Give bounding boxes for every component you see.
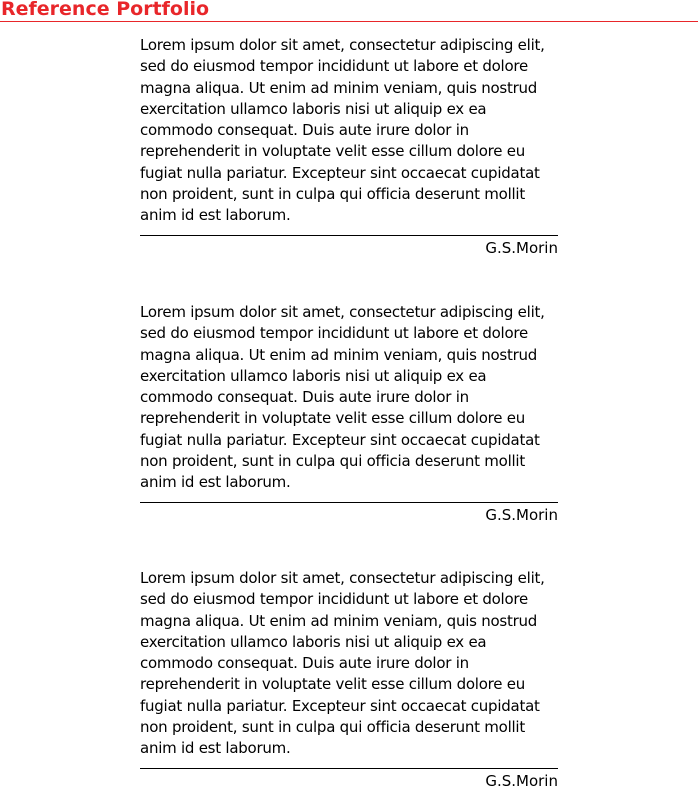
reference-divider: [140, 768, 558, 769]
reference-entry: [140, 568, 558, 790]
reference-entry: [140, 35, 558, 257]
reference-divider: [140, 502, 558, 503]
reference-quote: Lorem ipsum dolor sit amet, consectetur adipiscing elit, sed do eiusmod tempor incididunt ut labore et dolore magna aliqua. Ut enim ad minim veniam, quis nostrud exercitation ullamco laboris nisi ut aliquip ex ea commodo consequat. Duis aute irure dolor in reprehenderit in voluptate velit esse cillum dolore eu fugiat nulla pariatur. Excepteur sint occaecat cupidatat non proident, sunt in culpa qui officia deserunt mollit anim id est laborum.: [140, 303, 545, 492]
reference-author: G.S.Morin: [485, 506, 558, 524]
reference-entry: [140, 302, 558, 524]
reference-author: G.S.Morin: [485, 772, 558, 790]
page-header: [0, 0, 698, 22]
reference-quote: Lorem ipsum dolor sit amet, consectetur adipiscing elit, sed do eiusmod tempor incididunt ut labore et dolore magna aliqua. Ut enim ad minim veniam, quis nostrud exercitation ullamco laboris nisi ut aliquip ex ea commodo consequat. Duis aute irure dolor in reprehenderit in voluptate velit esse cillum dolore eu fugiat nulla pariatur. Excepteur sint occaecat cupidatat non proident, sunt in culpa qui officia deserunt mollit anim id est laborum.: [140, 569, 545, 758]
reference-divider: [140, 235, 558, 236]
page-title: Reference Portfolio: [1, 0, 210, 20]
reference-quote: Lorem ipsum dolor sit amet, consectetur adipiscing elit, sed do eiusmod tempor incididunt ut labore et dolore magna aliqua. Ut enim ad minim veniam, quis nostrud exercitation ullamco laboris nisi ut aliquip ex ea commodo consequat. Duis aute irure dolor in reprehenderit in voluptate velit esse cillum dolore eu fugiat nulla pariatur. Excepteur sint occaecat cupidatat non proident, sunt in culpa qui officia deserunt mollit anim id est laborum.: [140, 36, 545, 225]
reference-author: G.S.Morin: [485, 239, 558, 257]
